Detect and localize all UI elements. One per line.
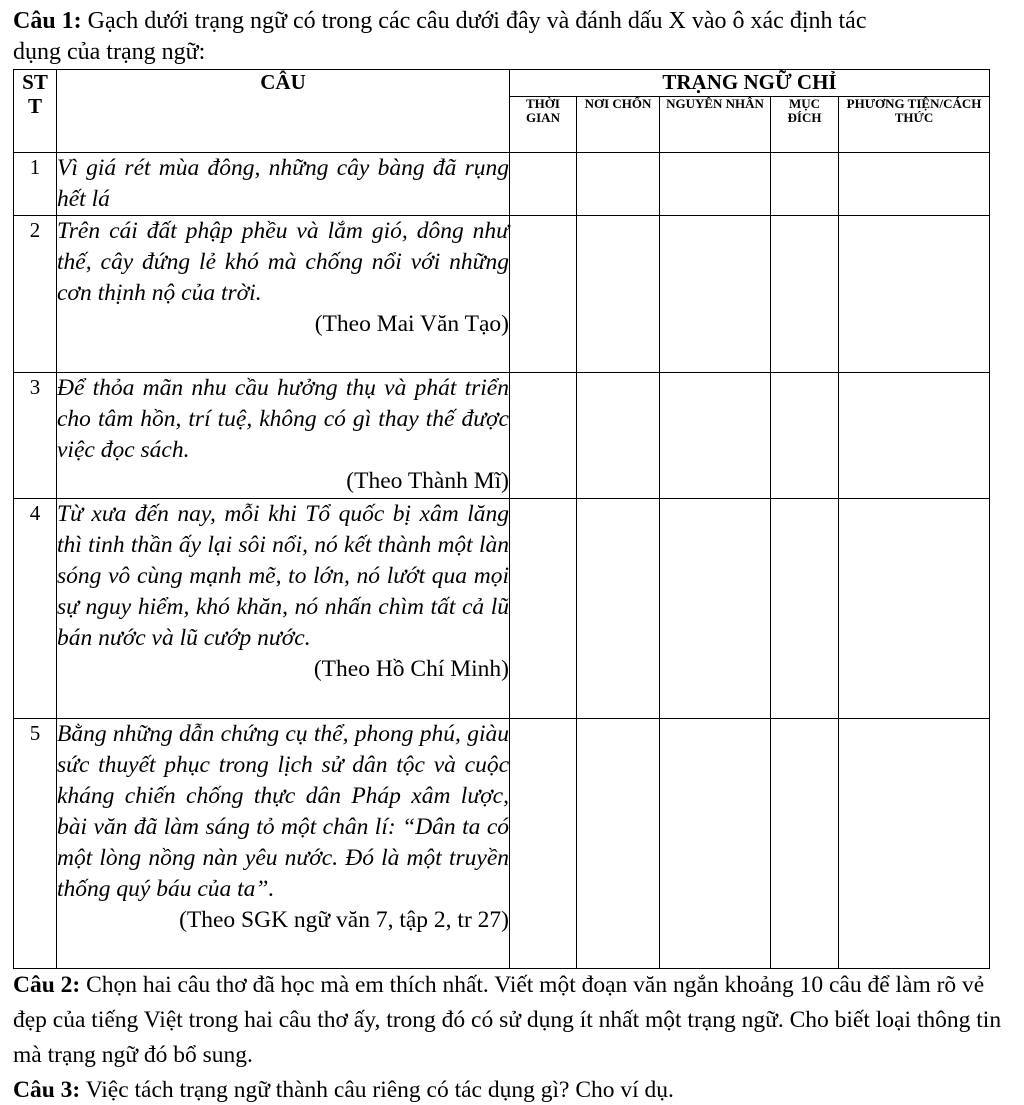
sentence-source: (Theo SGK ngữ văn 7, tập 2, tr 27) [179,907,509,933]
mark-cell-reason[interactable] [660,499,771,719]
mark-cell-purpose[interactable] [771,719,839,969]
sentence-text: Từ xưa đến nay, mỗi khi Tổ quốc bị xâm lăng thì tinh thần ấy lại sôi nổi, nó kết thành một làn sóng vô cùng mạnh mẽ, to lớn, nó lướt qua mọi sự nguy hiểm, khó khăn, nó nhấn chìm tất cả lũ bán nước và lũ cướp nước. [57,501,509,651]
question-2-text: Chọn hai câu thơ đã học mà em thích nhất. Viết một đoạn văn ngắn khoảng 10 câu để làm rõ vẻ đẹp của tiếng Việt trong hai câu thơ ấy, trong đó có sử dụng ít nhất một trạng ngữ. Cho biết loại thông tin mà trạng ngữ đó bổ sung. [13,972,1002,1068]
question-1-label: Câu 1: [13,8,82,34]
mark-cell-place[interactable] [577,719,660,969]
sentence-source: (Theo Thành Mĩ) [346,468,509,494]
header-stt [14,70,57,153]
sentence-cell [57,719,510,969]
table-row [14,719,990,969]
mark-cell-time[interactable] [510,373,577,499]
row-number: 5 [14,719,57,969]
row-number: 1 [14,153,57,216]
mark-cell-time[interactable] [510,499,577,719]
mark-cell-means[interactable] [839,153,990,216]
question-3-text: Việc tách trạng ngữ thành câu riêng có tác dụng gì? Cho ví dụ. [80,1077,674,1103]
row-number: 4 [14,499,57,719]
header-adverbial-group: TRẠNG NGỮ CHỈ [510,70,990,97]
subheader-means: PHƯƠNG TIỆN/CÁCH THỨC [839,97,990,153]
subheader-reason: NGUYÊN NHÂN [660,97,771,153]
sentence-text: Vì giá rét mùa đông, những cây bàng đã rụng hết lá [57,155,509,212]
mark-cell-reason[interactable] [660,719,771,969]
table-row [14,153,990,216]
sentence-source: (Theo Hồ Chí Minh) [313,656,509,682]
sentence-source: (Theo Mai Văn Tạo) [314,311,509,337]
mark-cell-purpose[interactable] [771,153,839,216]
mark-cell-means[interactable] [839,499,990,719]
question-1 [13,6,1010,36]
table-row [14,216,990,373]
adverbial-table [13,69,990,969]
subheader-time: THỜI GIAN [510,97,577,153]
mark-cell-place[interactable] [577,373,660,499]
row-number: 3 [14,373,57,499]
sentence-cell [57,153,510,216]
question-3 [13,1075,1010,1105]
table-row [14,499,990,719]
subheader-place: NƠI CHỐN [577,97,660,153]
question-2-label: Câu 2: [13,972,81,998]
question-1-text: Gạch dưới trạng ngữ có trong các câu dưới đây và đánh dấu X vào ô xác định tác [81,8,867,34]
mark-cell-purpose[interactable] [771,373,839,499]
row-number: 2 [14,216,57,373]
header-stt-a: ST [22,70,48,94]
question-1-continued [13,37,1010,67]
header-sentence: CÂU [57,70,510,153]
table-row [14,373,990,499]
mark-cell-reason[interactable] [660,216,771,373]
mark-cell-time[interactable] [510,719,577,969]
mark-cell-place[interactable] [577,499,660,719]
sentence-text: Trên cái đất phập phều và lắm gió, dông như thế, cây đứng lẻ khó mà chống nổi với những cơn thịnh nộ của trời. [57,218,509,306]
mark-cell-purpose[interactable] [771,216,839,373]
header-stt-b: T [27,94,42,118]
sentence-cell [57,499,510,719]
sentence-text: Bằng những dẫn chứng cụ thể, phong phú, giàu sức thuyết phục trong lịch sử dân tộc và cuộc kháng chiến chống thực dân Pháp xâm lược, bài văn đã làm sáng tỏ một chân lí: “Dân ta có một lòng nồng nàn yêu nước. Đó là một truyền thống quý báu của ta”. [57,721,509,902]
mark-cell-reason[interactable] [660,373,771,499]
sentence-cell [57,373,510,499]
mark-cell-time[interactable] [510,216,577,373]
mark-cell-means[interactable] [839,216,990,373]
mark-cell-purpose[interactable] [771,499,839,719]
mark-cell-time[interactable] [510,153,577,216]
question-3-label: Câu 3: [13,1077,81,1103]
sentence-text: Để thỏa mãn nhu cầu hưởng thụ và phát triển cho tâm hồn, trí tuệ, không có gì thay thế được việc đọc sách. [57,375,509,463]
question-1-text-cont: dụng của trạng ngữ: [13,39,206,65]
question-2 [13,968,1010,1073]
mark-cell-place[interactable] [577,153,660,216]
sentence-cell [57,216,510,373]
mark-cell-means[interactable] [839,719,990,969]
subheader-purpose: MỤC ĐÍCH [771,97,839,153]
mark-cell-place[interactable] [577,216,660,373]
mark-cell-reason[interactable] [660,153,771,216]
mark-cell-means[interactable] [839,373,990,499]
